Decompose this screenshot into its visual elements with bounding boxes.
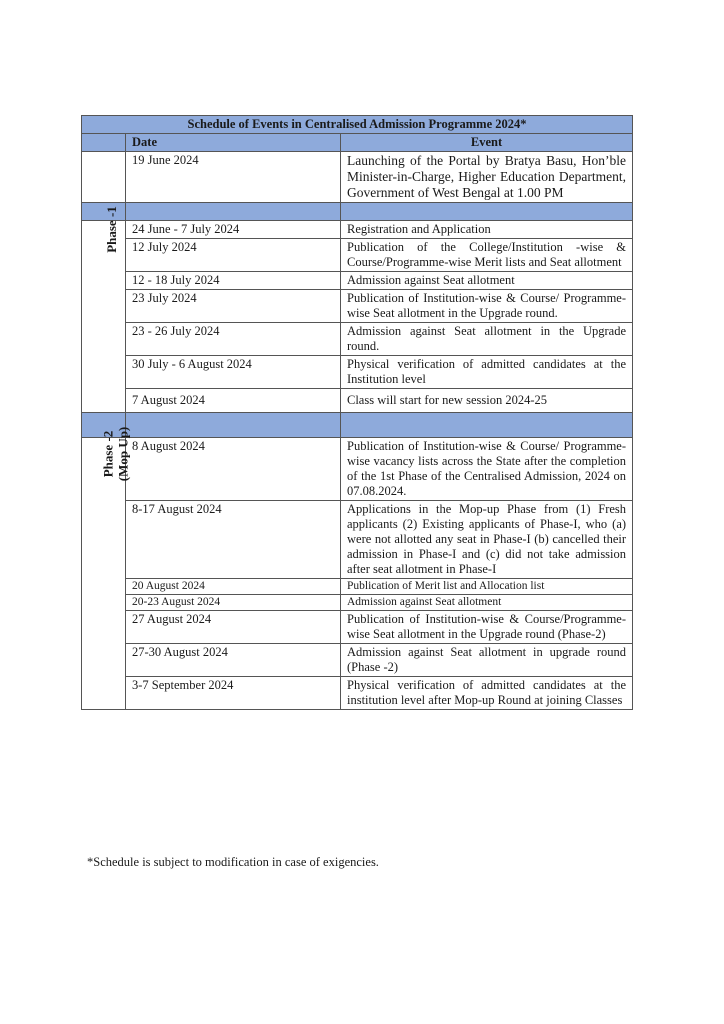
table-row [82,501,633,579]
table-row [82,389,633,413]
schedule-table [81,115,633,710]
phase-2-label-line1: Phase -2 [100,430,116,478]
event-cell: Admission against Seat allotment in the Upgrade round. [341,323,633,356]
table-row [82,239,633,272]
date-cell: 7 August 2024 [126,389,341,413]
title-row [82,116,633,134]
event-cell: Publication of the College/Institution -wise & Course/Programme-wise Merit lists and Seat allotment [341,239,633,272]
event-cell: Publication of Merit list and Allocation list [341,579,633,595]
table-row [82,644,633,677]
phase-cell-empty [82,152,126,203]
event-header: Event [341,134,633,152]
table-row [82,595,633,611]
date-cell: 30 July - 6 August 2024 [126,356,341,389]
table-row [82,290,633,323]
date-cell: 23 - 26 July 2024 [126,323,341,356]
event-cell: Admission against Seat allotment in upgrade round (Phase -2) [341,644,633,677]
event-cell: Admission against Seat allotment [341,595,633,611]
spacer-cell [341,413,633,438]
table-row [82,356,633,389]
phase-1-label: Phase -1 [103,206,119,253]
event-cell: Physical verification of admitted candidates at the Institution level [341,356,633,389]
event-cell: Launching of the Portal by Bratya Basu, Hon’ble Minister-in-Charge, Higher Education Department, Government of West Bengal at 1.00 PM [341,152,633,203]
table-row [82,579,633,595]
spacer-row [82,203,633,221]
date-cell: 19 June 2024 [126,152,341,203]
footnote: *Schedule is subject to modification in case of exigencies. [87,855,379,869]
phase-header-cell [82,134,126,152]
event-cell: Publication of Institution-wise & Course/ Programme-wise Seat allotment in the Upgrade round. [341,290,633,323]
table-row [82,611,633,644]
date-header: Date [126,134,341,152]
date-cell: 24 June - 7 July 2024 [126,221,341,239]
event-cell: Admission against Seat allotment [341,272,633,290]
table-row-launch [82,152,633,203]
date-cell: 8 August 2024 [126,438,341,501]
event-cell: Physical verification of admitted candidates at the institution level after Mop-up Round at joining Classes [341,677,633,710]
table-row [82,323,633,356]
table-row [82,438,633,501]
spacer-row [82,413,633,438]
table-row [82,272,633,290]
phase-2-label-line2: (Mop Up) [115,426,131,482]
event-cell: Publication of Institution-wise & Course/Programme-wise Seat allotment in the Upgrade round (Phase-2) [341,611,633,644]
date-cell: 8-17 August 2024 [126,501,341,579]
date-cell: 3-7 September 2024 [126,677,341,710]
date-cell: 27 August 2024 [126,611,341,644]
event-cell: Class will start for new session 2024-25 [341,389,633,413]
phase-2-label [100,427,130,482]
phase-2-label-cell [82,426,131,710]
table-row [82,677,633,710]
phase-1-label-cell [82,206,126,413]
date-cell: 20-23 August 2024 [126,595,341,611]
spacer-cell [126,413,341,438]
event-cell: Registration and Application [341,221,633,239]
table-title: Schedule of Events in Centralised Admission Programme 2024* [82,116,633,134]
date-cell: 12 July 2024 [126,239,341,272]
event-cell: Applications in the Mop-up Phase from (1) Fresh applicants (2) Existing applicants of Phase-I, who (a) were not allotted any seat in Phase-I (b) cancelled their admission in Phase-I and (c) did not take admission after seat allotment in Phase-I [341,501,633,579]
spacer-cell [341,203,633,221]
date-cell: 27-30 August 2024 [126,644,341,677]
date-cell: 23 July 2024 [126,290,341,323]
table-row [82,221,633,239]
header-row [82,134,633,152]
event-cell: Publication of Institution-wise & Course/ Programme-wise vacancy lists across the State after the completion of the 1st Phase of the Centralised Admission, 2024 on 07.08.2024. [341,438,633,501]
spacer-cell [126,203,341,221]
date-cell: 12 - 18 July 2024 [126,272,341,290]
date-cell: 20 August 2024 [126,579,341,595]
